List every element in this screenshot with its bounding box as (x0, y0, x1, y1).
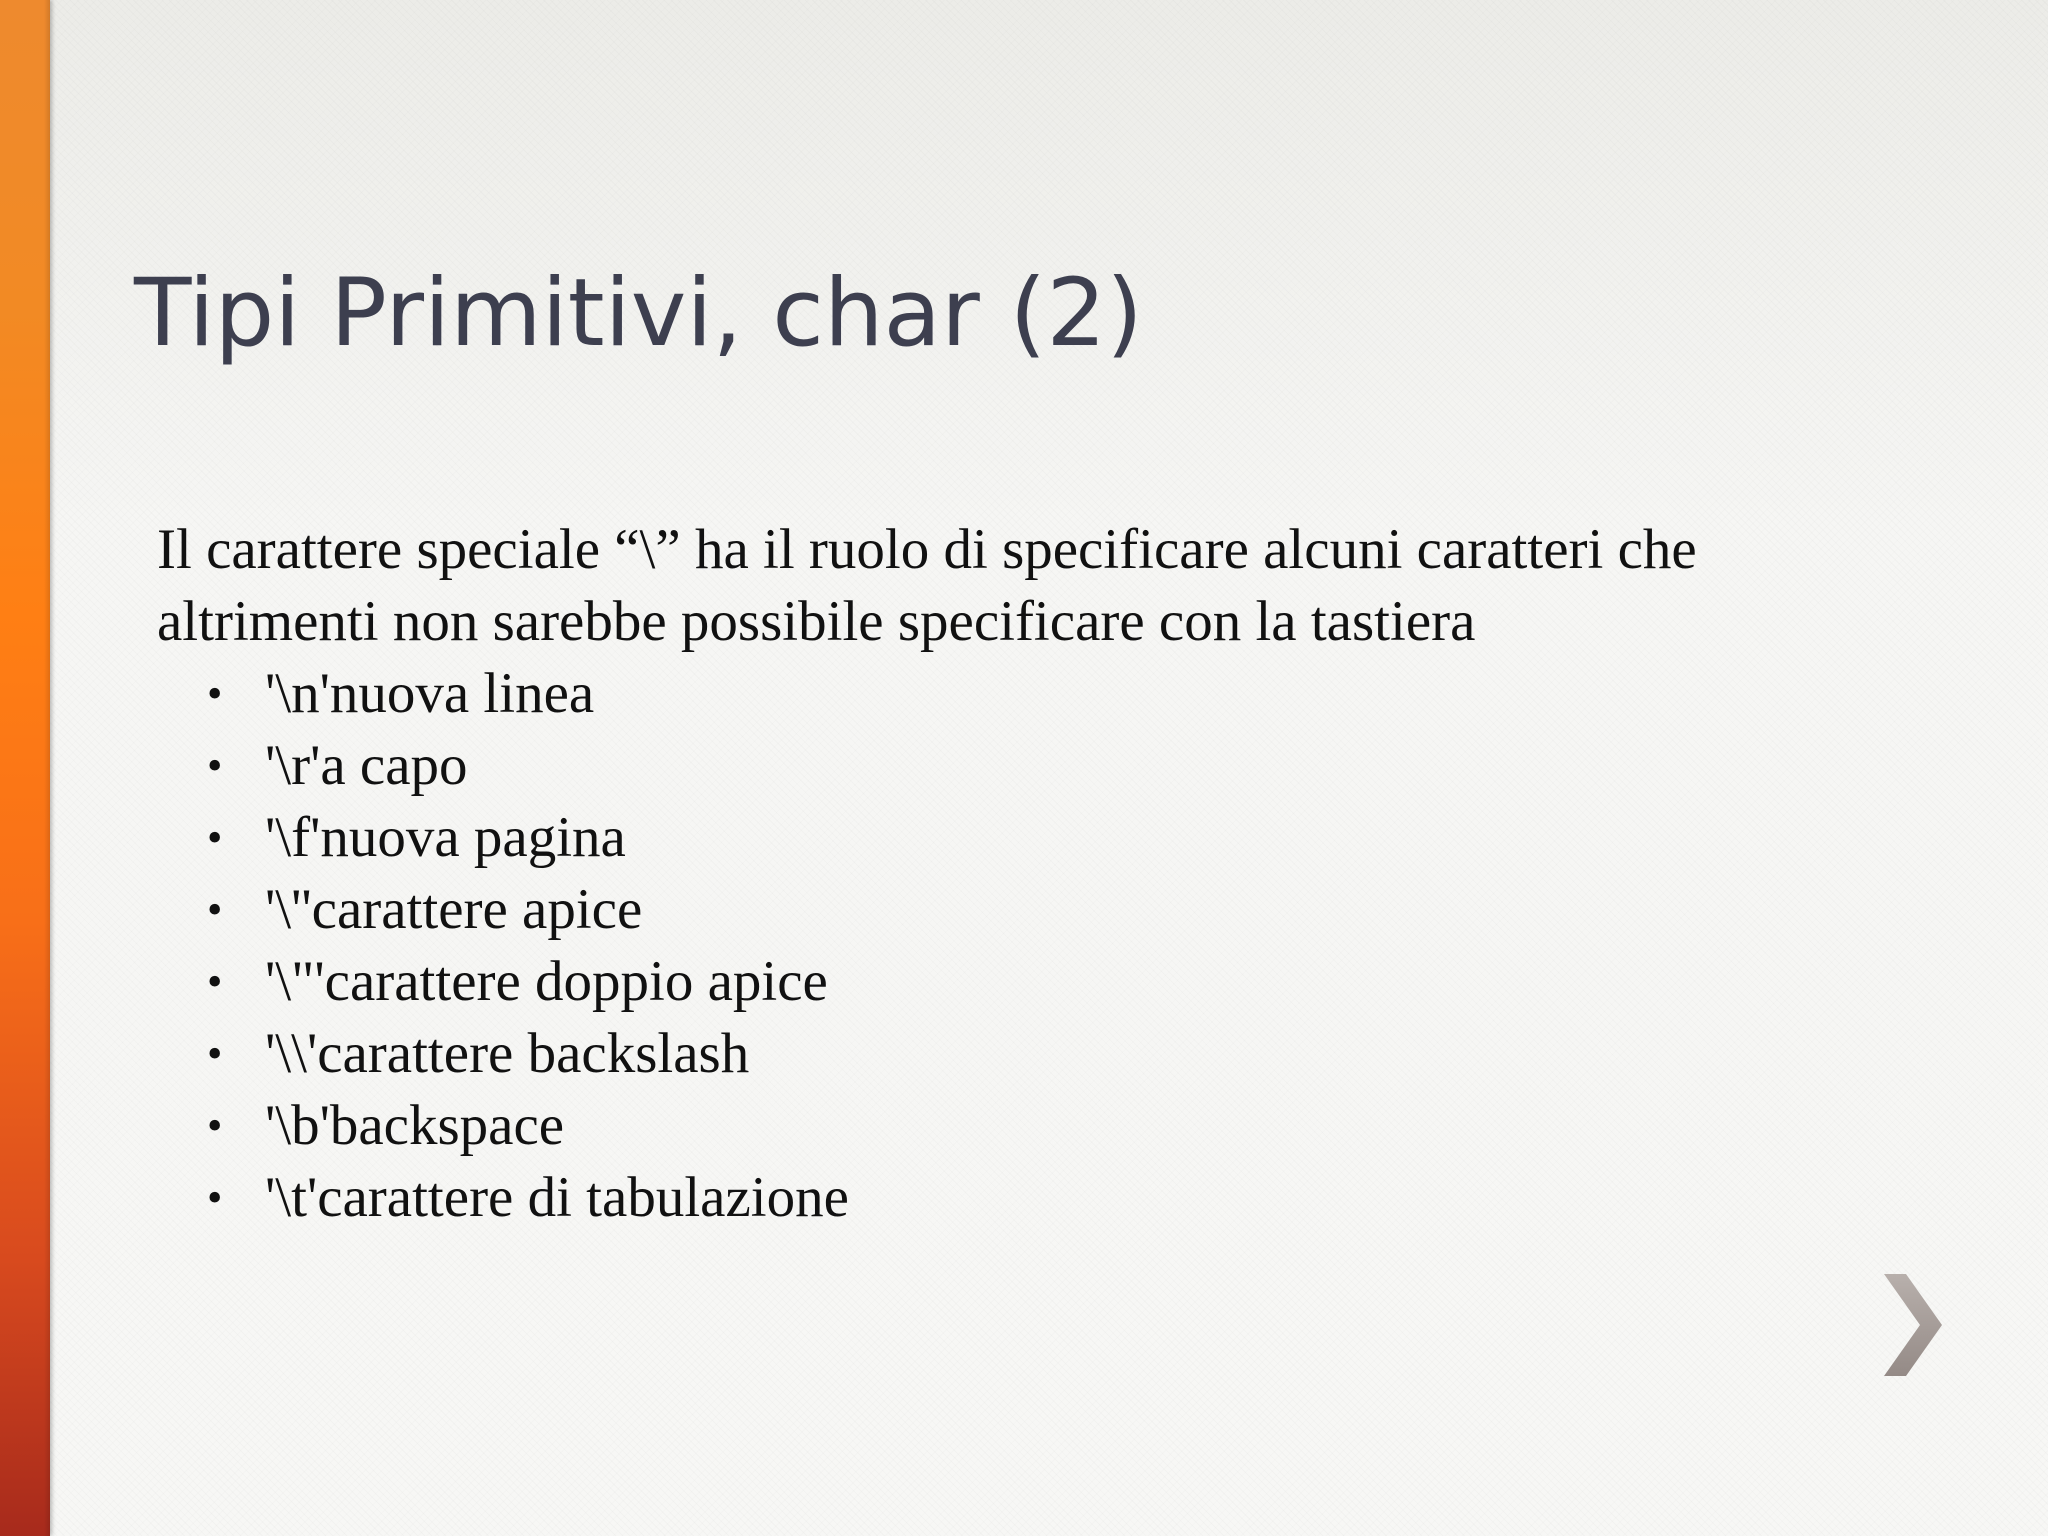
escape-sequence-list (157, 658, 1797, 1234)
list-item (207, 1090, 1797, 1162)
bullet-icon: • (207, 1029, 223, 1078)
list-item (207, 730, 1797, 802)
list-item-text: '\r'a capo (265, 734, 468, 797)
next-slide-button[interactable] (1880, 1270, 1950, 1380)
list-item-text: '\n'nuova linea (265, 662, 595, 725)
list-item-text: '\f'nuova pagina (265, 806, 626, 869)
chevron-right-icon (1880, 1270, 1950, 1380)
slide-title: Tipi Primitivi, char (2) (134, 259, 1143, 368)
bullet-icon: • (207, 957, 223, 1006)
list-item (207, 946, 1797, 1018)
bullet-icon: • (207, 885, 223, 934)
bullet-icon: • (207, 1101, 223, 1150)
list-item (207, 658, 1797, 730)
bullet-icon: • (207, 669, 223, 718)
list-item-text: '\"'carattere doppio apice (265, 950, 828, 1013)
list-item-text: '\\'carattere backslash (265, 1022, 750, 1085)
bullet-icon: • (207, 813, 223, 862)
list-item-text: '\t'carattere di tabulazione (265, 1166, 849, 1229)
list-item-text: '\''carattere apice (265, 878, 643, 941)
bullet-icon: • (207, 1173, 223, 1222)
list-item (207, 802, 1797, 874)
list-item (207, 1018, 1797, 1090)
list-item (207, 874, 1797, 946)
slide-body (157, 514, 1797, 1234)
bullet-icon: • (207, 741, 223, 790)
intro-paragraph: Il carattere speciale “\” ha il ruolo di specificare alcuni caratteri che altrimenti non sarebbe possibile specificare con la tastiera (157, 518, 1697, 653)
list-item (207, 1162, 1797, 1234)
list-item-text: '\b'backspace (265, 1094, 565, 1157)
accent-side-bar (0, 0, 50, 1536)
